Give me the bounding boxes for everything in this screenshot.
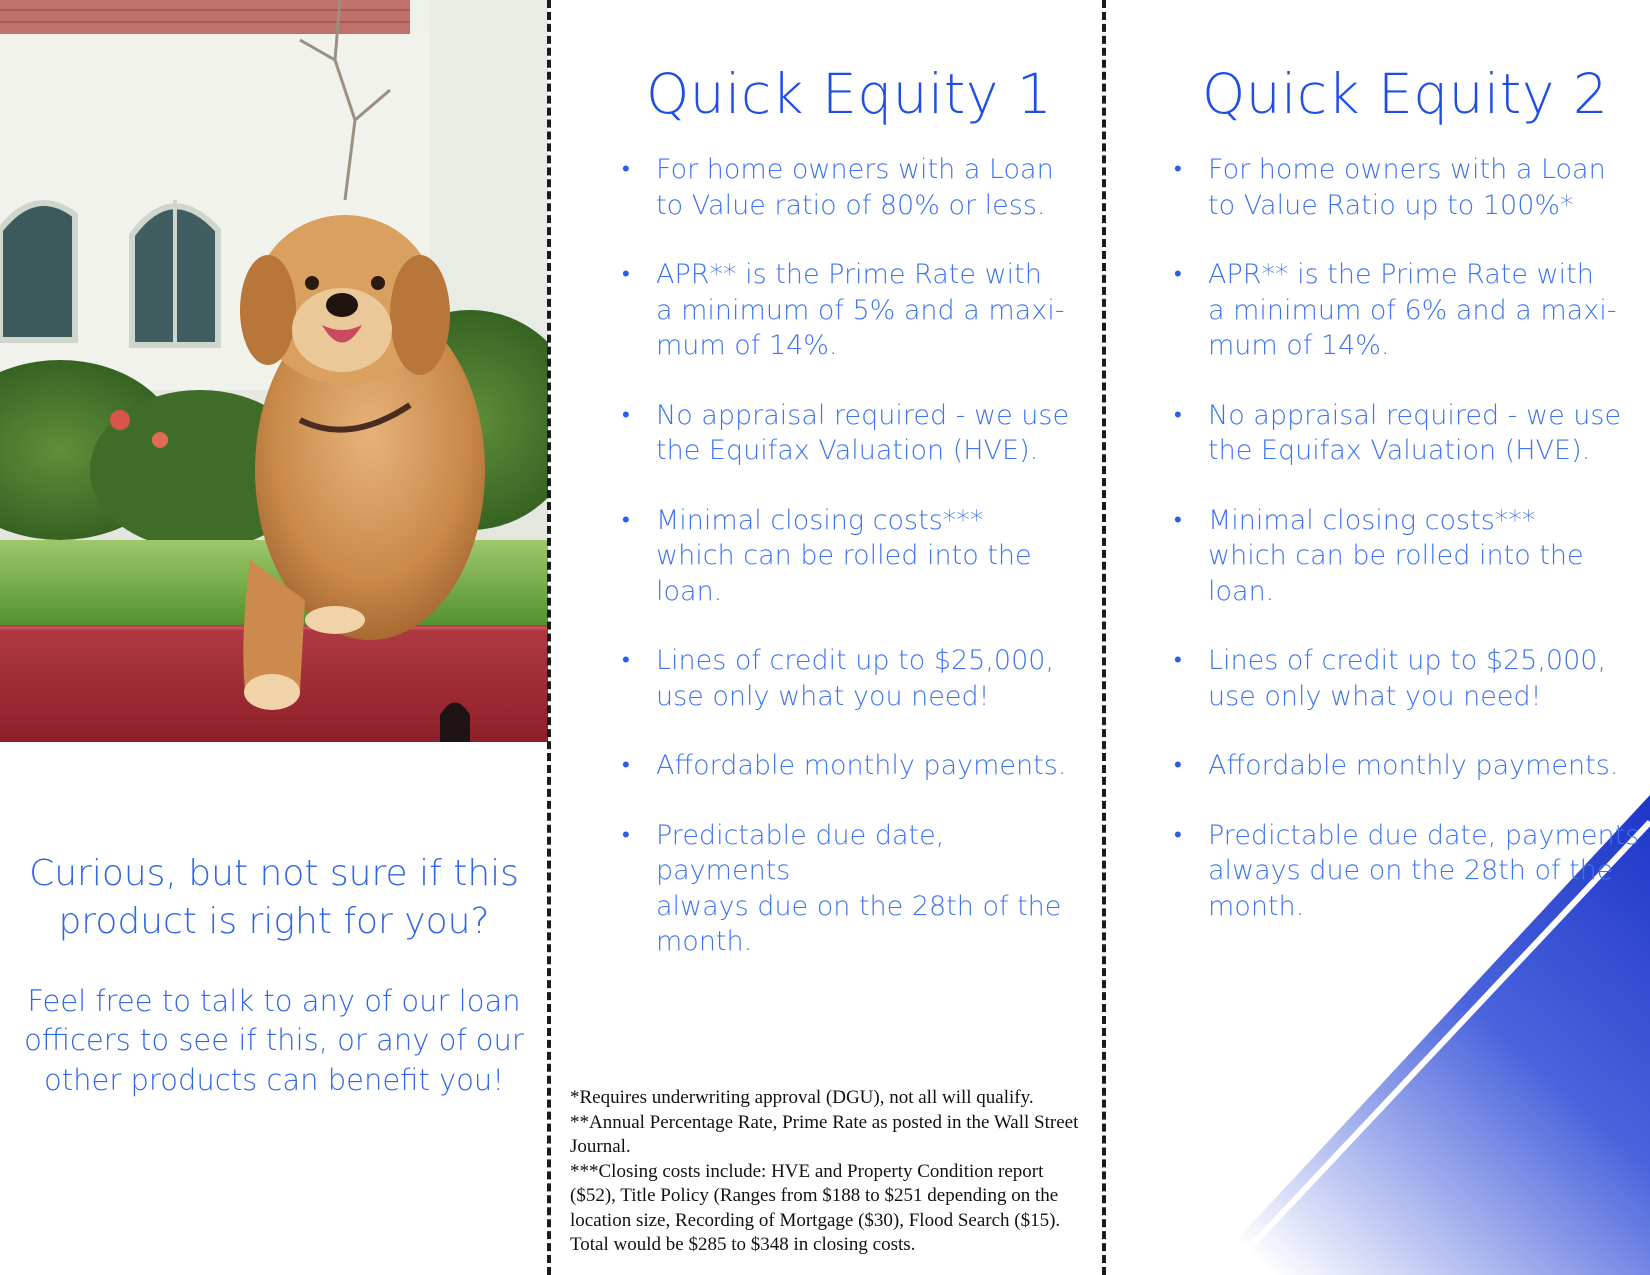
bullet-dot-icon: • — [1174, 157, 1182, 182]
feature-line: No appraisal required - we use — [1208, 399, 1622, 431]
feature-line: loan. — [1208, 575, 1275, 607]
feature-line: Minimal closing costs*** — [1208, 504, 1536, 536]
feature-line: Predictable due date, payments — [656, 819, 945, 886]
feature-bullet — [622, 748, 1082, 784]
bullet-dot-icon: • — [622, 402, 630, 428]
footnote-3: ***Closing costs include: HVE and Property Condition report ($52), Title Policy (Ranges from $188 to $251 depending on the location size, Recording of Mortgage ($30), Flood Search ($15). Total would be $285 to $348 in closing costs. — [570, 1160, 1061, 1255]
left-panel — [0, 0, 548, 1275]
bullet-dot-icon: • — [622, 157, 630, 182]
quick-equity-1-title: Quick Equity 1 — [646, 62, 1053, 126]
bullet-dot-icon: • — [1174, 402, 1182, 428]
quick-equity-2-features — [1174, 152, 1644, 924]
quick-equity-1-features — [622, 152, 1082, 960]
feature-bullet — [1174, 503, 1644, 610]
feature-line: the Equifax Valuation (HVE). — [1208, 435, 1591, 466]
curious-message: Feel free to talk to any of our loan officers to see if this, or any of our other products can benefit you! — [24, 984, 524, 1097]
feature-line: always due on the 28th of the — [656, 890, 1062, 922]
feature-line: a minimum of 5% and a maxi- — [656, 294, 1065, 326]
quick-equity-2-panel — [1104, 0, 1650, 1275]
feature-bullet — [622, 152, 1082, 223]
bullet-dot-icon: • — [622, 262, 630, 287]
bullet-dot-icon: • — [1174, 507, 1182, 533]
bullet-dot-icon: • — [622, 822, 630, 848]
feature-bullet — [1174, 818, 1644, 925]
feature-line: Lines of credit up to $25,000, — [656, 645, 1055, 676]
bullet-dot-icon: • — [1174, 822, 1182, 848]
feature-line: loan. — [656, 575, 723, 607]
dog-photo — [0, 0, 548, 742]
fold-line-left — [547, 0, 551, 1275]
feature-bullet — [622, 503, 1082, 610]
feature-line: a minimum of 6% and a maxi- — [1208, 294, 1617, 326]
feature-line: month. — [1208, 890, 1305, 922]
feature-line: which can be rolled into the — [656, 540, 1032, 571]
feature-bullet — [622, 257, 1082, 364]
curious-heading: Curious, but not sure if this product is right for you? — [29, 853, 519, 942]
feature-line: to Value Ratio up to 100%* — [1208, 189, 1574, 221]
footnotes — [570, 1086, 1090, 1258]
bullet-dot-icon: • — [1174, 753, 1182, 778]
feature-line: For home owners with a Loan — [656, 154, 1054, 185]
feature-line: month. — [656, 926, 753, 957]
feature-line: mum of 14%. — [656, 330, 838, 361]
feature-line: For home owners with a Loan — [1208, 154, 1606, 185]
bullet-dot-icon: • — [1174, 648, 1182, 673]
feature-line: Predictable due date, payments — [1208, 819, 1640, 851]
quick-equity-1-panel — [548, 0, 1104, 1275]
feature-bullet — [1174, 398, 1644, 469]
feature-line: mum of 14%. — [1208, 330, 1390, 361]
feature-bullet — [622, 398, 1082, 469]
fold-line-right — [1102, 0, 1106, 1275]
feature-bullet — [1174, 257, 1644, 364]
feature-line: APR** is the Prime Rate with — [656, 259, 1042, 290]
feature-bullet — [1174, 643, 1644, 714]
feature-line: use only what you need! — [1208, 680, 1542, 712]
footnote-2: **Annual Percentage Rate, Prime Rate as posted in the Wall Street Journal. — [570, 1111, 1079, 1157]
bullet-dot-icon: • — [622, 753, 630, 778]
bullet-dot-icon: • — [622, 648, 630, 673]
bullet-dot-icon: • — [1174, 262, 1182, 287]
feature-line: which can be rolled into the — [1208, 540, 1584, 571]
feature-line: use only what you need! — [656, 680, 990, 712]
feature-bullet — [622, 643, 1082, 714]
feature-bullet — [622, 818, 1082, 960]
feature-line: Minimal closing costs*** — [656, 504, 984, 536]
feature-line: APR** is the Prime Rate with — [1208, 259, 1594, 290]
feature-line: always due on the 28th of the — [1208, 855, 1614, 886]
bullet-dot-icon: • — [622, 507, 630, 533]
footnote-1: *Requires underwriting approval (DGU), not all will qualify. — [570, 1087, 1034, 1108]
feature-line: to Value ratio of 80% or less. — [656, 189, 1046, 221]
feature-line: the Equifax Valuation (HVE). — [656, 435, 1039, 466]
feature-bullet — [1174, 152, 1644, 223]
quick-equity-2-title: Quick Equity 2 — [1202, 62, 1609, 126]
feature-line: Lines of credit up to $25,000, — [1208, 645, 1607, 676]
feature-line: No appraisal required - we use — [656, 399, 1070, 431]
feature-line: Affordable monthly payments. — [1208, 750, 1619, 781]
feature-bullet — [1174, 748, 1644, 784]
feature-line: Affordable monthly payments. — [656, 750, 1067, 781]
